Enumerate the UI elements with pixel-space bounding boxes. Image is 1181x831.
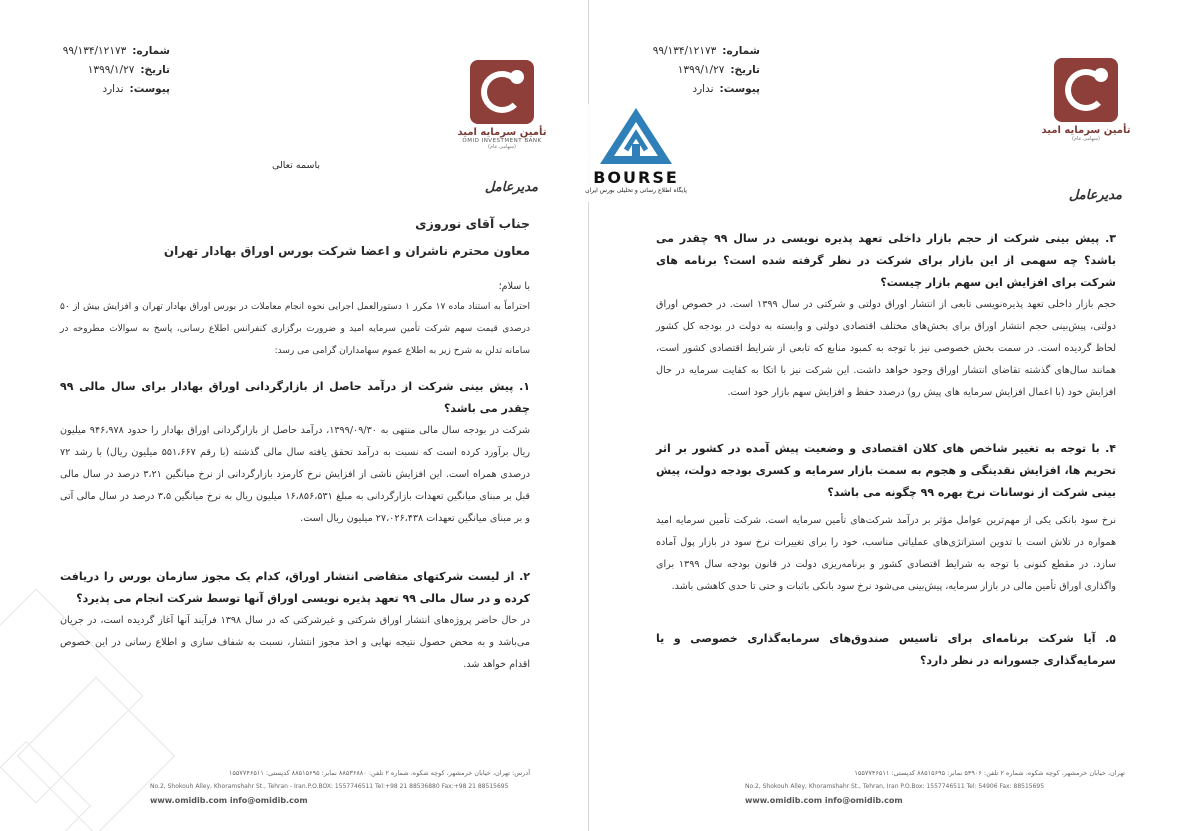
intro-paragraph: احتراماً به استناد ماده ۱۷ مکرر ۱ دستورالعمل اجرایی نحوه انجام معاملات در بورس اوراق بهادار تهران و افزایش بیش از ۵۰ درصدی قیمت سهم شرکت تأمین سرمایه امید و ضرورت برگزاری کنفرانس اطلاع رسانی، پاسخ به سوالات مطروحه در سامانه تدلن به شرح زیر به اطلاع عموم سهامداران گرامی می رسد: <box>60 302 531 356</box>
number-value: ۹۹/۱۳۴/۱۲۱۷۳ <box>652 45 717 57</box>
answer-4: نرخ سود بانکی یکی از مهم‌ترین عوامل مؤثر بر درآمد شرکت‌های تأمین سرمایه است. شرکت تأمین سرمایه امید همواره در تلاش است با تدوین استراتژی‌های عملیاتی مناسب، خود را برای تغییرات نرخ سود در بازار پول آماده سازد. در مقطع کنونی با توجه به شرایط اقتصادی کشور و برنامه‌ریزی دولت در قانون بودجه سال ۱۳۹۹ برای واگذاری اوراق تأمین مالی در بازار سرمایه، پیش‌بینی می‌شود نرخ سود بانکی باثبات و حتی تا حدی کاهشی باشد. <box>656 515 1116 592</box>
omid-logo-icon <box>1054 58 1118 122</box>
attachment-value: ندارد <box>102 83 124 95</box>
footer-address-fa: آدرس: تهران، خیابان خرمشهر، کوچه شکوه، شماره ۲ تلفن: ۸۸۵۳۶۸۸۰ نمابر: ۸۸۵۱۵۶۹۵ کدپستی: ۱۵۵۷۷۴۶۵۱۱ <box>228 769 530 777</box>
question-2: ۲. از لیست شرکتهای متقاضی انتشار اوراق، کدام یک مجوز سازمان بورس را دریافت کرده و در سال مالی ۹۹ تعهد پذیره نویسی اوراق آنها توسط شرکت انجام می پذیرد؟ <box>60 570 530 605</box>
bourse-watermark <box>582 104 690 202</box>
bourse-tagline: پایگاه اطلاع رسانی و تحلیلی بورس ایران <box>585 187 687 194</box>
question-3: ۳. پیش بینی شرکت از حجم بازار داخلی تعهد پذیره نویسی در سال ۹۹ چقدر می باشد؟ چه سهمی از این بازار برای شرکت در نظر گرفته شده است؟ برنامه های شرکت برای افزایش این سهم بازار چیست؟ <box>656 232 1116 289</box>
number-label: شماره: <box>722 45 760 57</box>
bourse-brand: BOURSE <box>593 168 679 187</box>
number-value: ۹۹/۱۳۴/۱۲۱۷۳ <box>62 45 127 57</box>
greeting: با سلام؛ <box>498 281 530 292</box>
company-logo <box>452 60 552 150</box>
bismillah: باسمه تعالی <box>271 160 320 171</box>
date-label: تاریخ: <box>730 64 760 76</box>
signature-title: مدیرعامل <box>484 180 538 195</box>
logo-subtitle: OMID INVESTMENT BANK <box>462 138 542 144</box>
question-5: ۵. آیا شرکت برنامه‌ای برای تاسیس صندوق‌های سرمایه‌گذاری خصوصی و یا سرمایه‌گذاری جسورانه در نظر دارد؟ <box>656 632 1116 667</box>
answer-2: در حال حاضر پروژه‌های انتشار اوراق شرکتی و غیرشرکتی که در سال ۱۳۹۸ فرآیند آنها آغاز گردیده است، در جریان می‌باشد و به محض حصول نتیجه نهایی و اخذ مجوز انتشار، نسبت به شفاف سازی و اطلاع رسانی در این خصوص اقدام خواهد شد. <box>60 615 530 670</box>
footer-website: www.omidib.com info@omidib.com <box>745 796 903 805</box>
omid-logo-icon <box>470 60 534 124</box>
signature-title: مدیرعامل <box>1068 188 1122 203</box>
letter-footer <box>150 766 530 808</box>
letter-footer <box>745 766 1125 808</box>
letter-meta <box>60 42 170 99</box>
footer-address-en: No.2, Shokouh Alley, Khoramshahr St., Tehran, Iran P.O.Box: 1557746511 Tel: 54906 Fax: 88515695 <box>745 783 1045 790</box>
attachment-label: پیوست: <box>129 83 170 95</box>
recipient-name: جناب آقای نوروزی <box>415 216 530 231</box>
company-logo <box>1036 58 1136 142</box>
footer-address-en: No.2, Shokouh Alley, Khoramshahr St., Tehran - Iran.P.O.BOX: 1557746511 Tel:+98 21 88536880 Fax:+98 21 88515695 <box>150 783 509 790</box>
number-label: شماره: <box>132 45 170 57</box>
logo-name: تأمین سرمایه امید <box>1041 125 1131 136</box>
recipient-title: معاون محترم ناشران و اعضا شرکت بورس اوراق بهادار تهران <box>163 244 530 258</box>
logo-subtitle-fa: (سهامی عام) <box>488 144 516 150</box>
attachment-label: پیوست: <box>719 83 760 95</box>
date-label: تاریخ: <box>140 64 170 76</box>
logo-name: تأمین سرمایه امید <box>457 127 547 138</box>
footer-address-fa: تهران، خیابان خرمشهر، کوچه شکوه، شماره ۲ تلفن: ۵۴۹۰۶ نمابر: ۸۸۵۱۵۶۹۵ کدپستی: ۱۵۵۷۷۴۶۵۱۱ <box>854 769 1125 777</box>
question-1: ۱. پیش بینی شرکت از درآمد حاصل از بازارگردانی اوراق بهادار برای سال مالی ۹۹ چقدر می باشد؟ <box>60 380 530 415</box>
bourse-logo-icon <box>596 104 676 168</box>
question-4: ۴. با توجه به تغییر شاخص های کلان اقتصادی و وضعیت پیش آمده در کشور بر اثر تحریم ها، افزایش نقدینگی و هجوم به سمت بازار سرمایه و کسری بودجه دولت، پیش بینی شرکت از نوسانات نرخ بهره ۹۹ چگونه می باشد؟ <box>656 442 1116 499</box>
attachment-value: ندارد <box>692 83 714 95</box>
date-value: ۱۳۹۹/۱/۲۷ <box>87 64 135 76</box>
answer-1: شرکت در بودجه سال مالی منتهی به ۱۳۹۹/۰۹/۳۰، درآمد حاصل از بازارگردانی اوراق بهادار را حدود ۹۴۶،۹۷۸ میلیون ریال برآورد کرده است که نسبت به درآمد تحقق یافته سال مالی گذشته (با رقم ۵۵۱،۶۶۷ میلیون ریال) با رشد ۷۲ درصدی همراه است. این افزایش ناشی از افزایش نرخ کارمزد بازارگردانی از نرخ میانگین ۳،۲۱ درصد در سال مالی قبل بر مبنای میانگین تعهدات بازارگردانی به مبلغ ۱۶،۸۵۶،۵۳۱ میلیون ریال به نرخ میانگین ۳،۵ درصد در سال مالی آتی و بر مبنای میانگین تعهدات ۲۷،۰۲۶،۴۳۸ میلیون ریال است. <box>60 425 530 524</box>
letter-meta <box>650 42 760 99</box>
answer-3: حجم بازار داخلی تعهد پذیره‌نویسی تابعی از انتشار اوراق دولتی و شرکتی در سال ۱۳۹۹ است. در خصوص اوراق دولتی، پیش‌بینی حجم انتشار اوراق برای بخش‌های مختلف اقتصادی دولتی و وابسته به دولت در بودجه کل کشور لحاظ گردیده است. در سمت بخش خصوصی نیز با توجه به کمبود منابع که تابعی از شرایط اقتصادی کشور است، همانند سال‌های گذشته تقاضای انتشار اوراق وجود خواهد داشت. این شرکت نیز با اتکا به کفایت سرمایه در حال افزایش خود (با اعمال افزایش سرمایه های پیش رو) درصدد حفظ و افزایش سهم بازار خود است. <box>656 299 1117 398</box>
logo-subtitle-fa: (سهامی عام) <box>1072 136 1100 142</box>
date-value: ۱۳۹۹/۱/۲۷ <box>677 64 725 76</box>
footer-website: www.omidib.com info@omidib.com <box>150 796 308 805</box>
letter-page-1 <box>0 0 589 831</box>
